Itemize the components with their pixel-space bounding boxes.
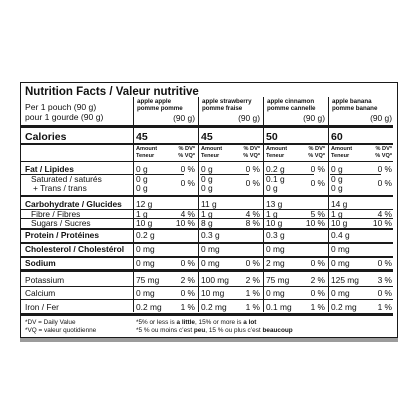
nutrient-label-calcium: Calcium xyxy=(25,288,56,298)
nutrient-amount-fat: 0 g xyxy=(331,164,343,174)
product-serving-grams: (90 g) xyxy=(303,113,325,123)
product-name-2 xyxy=(267,98,326,112)
product-name-fr: pomme banane xyxy=(332,105,378,112)
product-name-fr: pomme cannelle xyxy=(267,105,316,112)
rule-under-iron xyxy=(21,313,393,316)
rule-fat-col xyxy=(135,174,184,175)
amount-header-fr: Teneur xyxy=(331,153,350,159)
amount-header-fr: Teneur xyxy=(136,153,155,159)
nutrient-amount-fat: 0.2 g xyxy=(266,164,285,174)
nutrient-dv-saturated-trans: 0 % xyxy=(245,178,260,188)
rule-carb xyxy=(21,209,393,210)
nutrient-dv-fibre: 4 % xyxy=(377,209,392,219)
dv-header-fr: % VQ* xyxy=(243,153,260,159)
nutrient-dv-saturated-trans: 0 % xyxy=(310,178,325,188)
product-name-en: apple strawberry xyxy=(202,98,252,105)
nutrient-label-carbohydrate: Carbohydrate / Glucides xyxy=(25,199,122,209)
nutrient-amount-fibre: 1 g xyxy=(266,209,278,219)
dv-header-en: % DV* xyxy=(178,146,195,152)
dv-header-en: % DV* xyxy=(375,146,392,152)
nutrient-dv-sugars: 10 % xyxy=(305,218,325,228)
amount-header-fr: Teneur xyxy=(201,153,220,159)
nutrient-amount-potassium: 125 mg xyxy=(331,275,359,285)
nutrient-amount-carbohydrate: 13 g xyxy=(266,199,283,209)
column-divider xyxy=(198,97,199,312)
column-divider xyxy=(263,97,264,312)
nutrient-amount-calcium: 0 mg xyxy=(331,288,350,298)
product-name-fr: pomme fraise xyxy=(202,105,243,112)
amount-header-en: Amount xyxy=(266,146,288,152)
nutrient-amount-potassium: 75 mg xyxy=(136,275,160,285)
nutrient-amount-carbohydrate: 12 g xyxy=(136,199,153,209)
nutrient-amount-fat: 0 g xyxy=(136,164,148,174)
footnote-fragment: , 15 % ou plus c’est xyxy=(205,327,263,334)
nutrient-amount-calcium: 10 mg xyxy=(201,288,225,298)
nutrient-dv-saturated-trans: 0 % xyxy=(180,178,195,188)
rule-under-sodium xyxy=(21,269,393,272)
nutrient-amount-fibre: 1 g xyxy=(136,209,148,219)
serving-size-en: Per 1 pouch (90 g) xyxy=(25,102,97,112)
nutrient-amount-saturated: 0.1 g xyxy=(266,174,285,184)
footnote-vq-definition: *VQ = valeur quotidienne xyxy=(25,327,97,334)
product-name-en: apple apple xyxy=(137,98,172,105)
nutrient-amount-protein: 0.2 g xyxy=(136,230,155,240)
nutrient-label-fibre: Fibre / Fibres xyxy=(31,209,81,219)
nutrient-amount-trans: 0 g xyxy=(136,183,148,193)
dv-header-fr: % VQ* xyxy=(375,153,392,159)
footnote-fragment: a lot xyxy=(243,319,257,326)
dv-header-en: % DV* xyxy=(243,146,260,152)
product-name-en: apple banana xyxy=(332,98,372,105)
nutrient-dv-fibre: 4 % xyxy=(245,209,260,219)
calories-value: 45 xyxy=(201,131,213,143)
nutrient-amount-carbohydrate: 14 g xyxy=(331,199,348,209)
nutrient-dv-saturated-trans: 0 % xyxy=(377,178,392,188)
nutrient-amount-sugars: 10 g xyxy=(331,218,348,228)
footnote-fragment: *5% or less is xyxy=(136,319,177,326)
nutrition-facts-panel xyxy=(20,82,398,338)
nutrient-amount-protein: 0.3 g xyxy=(201,230,220,240)
nutrient-label-fat: Fat / Lipides xyxy=(25,164,74,174)
nutrient-amount-potassium: 100 mg xyxy=(201,275,229,285)
nutrient-amount-saturated: 0 g xyxy=(201,174,213,184)
rule-under-dv-header xyxy=(21,161,393,162)
product-serving-grams: (90 g) xyxy=(370,113,392,123)
nutrient-dv-iron: 1 % xyxy=(310,302,325,312)
amount-header-fr: Teneur xyxy=(266,153,285,159)
amount-header-en: Amount xyxy=(331,146,353,152)
nutrient-dv-potassium: 3 % xyxy=(377,275,392,285)
calories-value: 60 xyxy=(331,131,343,143)
nutrient-dv-sodium: 0 % xyxy=(180,258,195,268)
rule-under-protein xyxy=(21,242,393,244)
nutrient-label-trans: + Trans / trans xyxy=(33,183,87,193)
rule-under-calories-left xyxy=(21,143,133,145)
nutrient-dv-fat: 0 % xyxy=(377,164,392,174)
footnote-dv-definition: *DV = Daily Value xyxy=(25,319,76,326)
rule-under-fat-group xyxy=(21,195,393,197)
nutrient-amount-protein: 0.4 g xyxy=(331,230,350,240)
dv-header-fr: % VQ* xyxy=(308,153,325,159)
calories-label: Calories xyxy=(25,131,67,143)
rule-fibre xyxy=(21,218,393,219)
nutrient-amount-sodium: 0 mg xyxy=(201,258,220,268)
nutrient-dv-sugars: 10 % xyxy=(175,218,195,228)
footnote-french xyxy=(136,327,293,335)
nutrient-dv-sodium: 0 % xyxy=(310,258,325,268)
product-serving-grams: (90 g) xyxy=(173,113,195,123)
nutrient-amount-fat: 0 g xyxy=(201,164,213,174)
nutrient-amount-sugars: 10 g xyxy=(136,218,153,228)
footnote-fragment: , 15% or more is xyxy=(194,319,244,326)
footnote-fragment: *5 % ou moins c’est xyxy=(136,327,194,334)
nutrient-amount-sodium: 0 mg xyxy=(136,258,155,268)
nutrient-amount-protein: 0.3 g xyxy=(266,230,285,240)
nutrient-amount-calcium: 0 mg xyxy=(136,288,155,298)
column-divider xyxy=(133,97,134,312)
nutrient-dv-calcium: 0 % xyxy=(310,288,325,298)
nutrient-amount-carbohydrate: 11 g xyxy=(201,199,217,209)
nutrient-dv-iron: 1 % xyxy=(377,302,392,312)
rule-under-cholesterol xyxy=(21,256,393,258)
calories-value: 45 xyxy=(136,131,148,143)
nutrient-amount-potassium: 75 mg xyxy=(266,275,290,285)
product-name-3 xyxy=(332,98,393,112)
nutrient-label-iron: Iron / Fer xyxy=(25,302,59,312)
nutrient-label-saturated: Saturated / saturés xyxy=(31,174,102,184)
nutrient-label-sugars: Sugars / Sucres xyxy=(31,218,91,228)
product-name-en: apple cinnamon xyxy=(267,98,315,105)
rule-fat-col xyxy=(330,174,381,175)
nutrient-dv-sodium: 0 % xyxy=(245,258,260,268)
nutrient-amount-iron: 0.2 mg xyxy=(331,302,357,312)
nutrient-dv-calcium: 0 % xyxy=(377,288,392,298)
nutrient-amount-sugars: 8 g xyxy=(201,218,213,228)
dv-header-en: % DV* xyxy=(308,146,325,152)
rule-potassium xyxy=(21,286,393,287)
footnote-fragment: peu xyxy=(193,327,206,334)
rule-fat-col xyxy=(265,174,314,175)
nutrient-label-sodium: Sodium xyxy=(25,258,56,268)
nutrient-amount-cholesterol: 0 mg xyxy=(136,244,155,254)
nutrient-dv-fat: 0 % xyxy=(310,164,325,174)
rule-under-carb-group xyxy=(21,228,393,230)
nutrient-dv-fat: 0 % xyxy=(180,164,195,174)
product-name-0 xyxy=(137,98,196,112)
nutrient-amount-saturated: 0 g xyxy=(136,174,148,184)
nutrient-dv-sugars: 10 % xyxy=(372,218,392,228)
nutrient-dv-calcium: 0 % xyxy=(180,288,195,298)
nutrient-amount-fibre: 1 g xyxy=(201,209,213,219)
nutrient-dv-fibre: 4 % xyxy=(180,209,195,219)
rule-fat-col xyxy=(200,174,249,175)
nutrient-dv-potassium: 2 % xyxy=(245,275,260,285)
nutrient-amount-sugars: 10 g xyxy=(266,218,283,228)
nutrient-dv-iron: 1 % xyxy=(180,302,195,312)
amount-header-en: Amount xyxy=(136,146,158,152)
dv-header-fr: % VQ* xyxy=(178,153,195,159)
nutrient-amount-calcium: 0 mg xyxy=(266,288,285,298)
nutrient-dv-fat: 0 % xyxy=(245,164,260,174)
amount-header-en: Amount xyxy=(201,146,223,152)
nutrient-label-protein: Protein / Protéines xyxy=(25,230,99,240)
nutrient-amount-cholesterol: 0 mg xyxy=(266,244,285,254)
panel-title: Nutrition Facts / Valeur nutritive xyxy=(25,86,199,98)
nutrient-dv-potassium: 2 % xyxy=(180,275,195,285)
product-name-fr: pomme pomme xyxy=(137,105,183,112)
nutrient-amount-saturated: 0 g xyxy=(331,174,343,184)
nutrient-amount-iron: 0.2 mg xyxy=(136,302,162,312)
rule-calcium xyxy=(21,299,393,300)
nutrient-label-potassium: Potassium xyxy=(25,275,65,285)
nutrient-dv-fibre: 5 % xyxy=(310,209,325,219)
serving-size-fr: pour 1 gourde (90 g) xyxy=(25,112,104,122)
footnote-english xyxy=(136,319,256,327)
nutrient-amount-iron: 0.1 mg xyxy=(266,302,292,312)
nutrient-dv-sugars: 8 % xyxy=(245,218,260,228)
nutrient-amount-cholesterol: 0 mg xyxy=(331,244,350,254)
nutrient-amount-sodium: 2 mg xyxy=(266,258,285,268)
nutrient-amount-iron: 0.2 mg xyxy=(201,302,227,312)
nutrient-dv-potassium: 2 % xyxy=(310,275,325,285)
rule-under-calories xyxy=(133,143,393,145)
nutrient-amount-trans: 0 g xyxy=(201,183,213,193)
nutrient-amount-fibre: 1 g xyxy=(331,209,343,219)
column-divider xyxy=(328,97,329,312)
footnote-fragment: a little xyxy=(176,319,195,326)
nutrient-amount-cholesterol: 0 mg xyxy=(201,244,220,254)
nutrient-dv-sodium: 0 % xyxy=(377,258,392,268)
nutrient-amount-sodium: 0 mg xyxy=(331,258,350,268)
product-serving-grams: (90 g) xyxy=(238,113,260,123)
nutrient-dv-calcium: 1 % xyxy=(245,288,260,298)
footnote-fragment: beaucoup xyxy=(262,327,293,334)
rule-fat xyxy=(21,174,133,175)
rule-under-serving xyxy=(21,125,393,128)
calories-value: 50 xyxy=(266,131,278,143)
nutrient-label-cholesterol: Cholesterol / Cholestérol xyxy=(25,244,125,254)
product-name-1 xyxy=(202,98,261,112)
nutrient-dv-iron: 1 % xyxy=(245,302,260,312)
nutrient-amount-trans: 0 g xyxy=(331,183,343,193)
nutrient-amount-trans: 0 g xyxy=(266,183,278,193)
